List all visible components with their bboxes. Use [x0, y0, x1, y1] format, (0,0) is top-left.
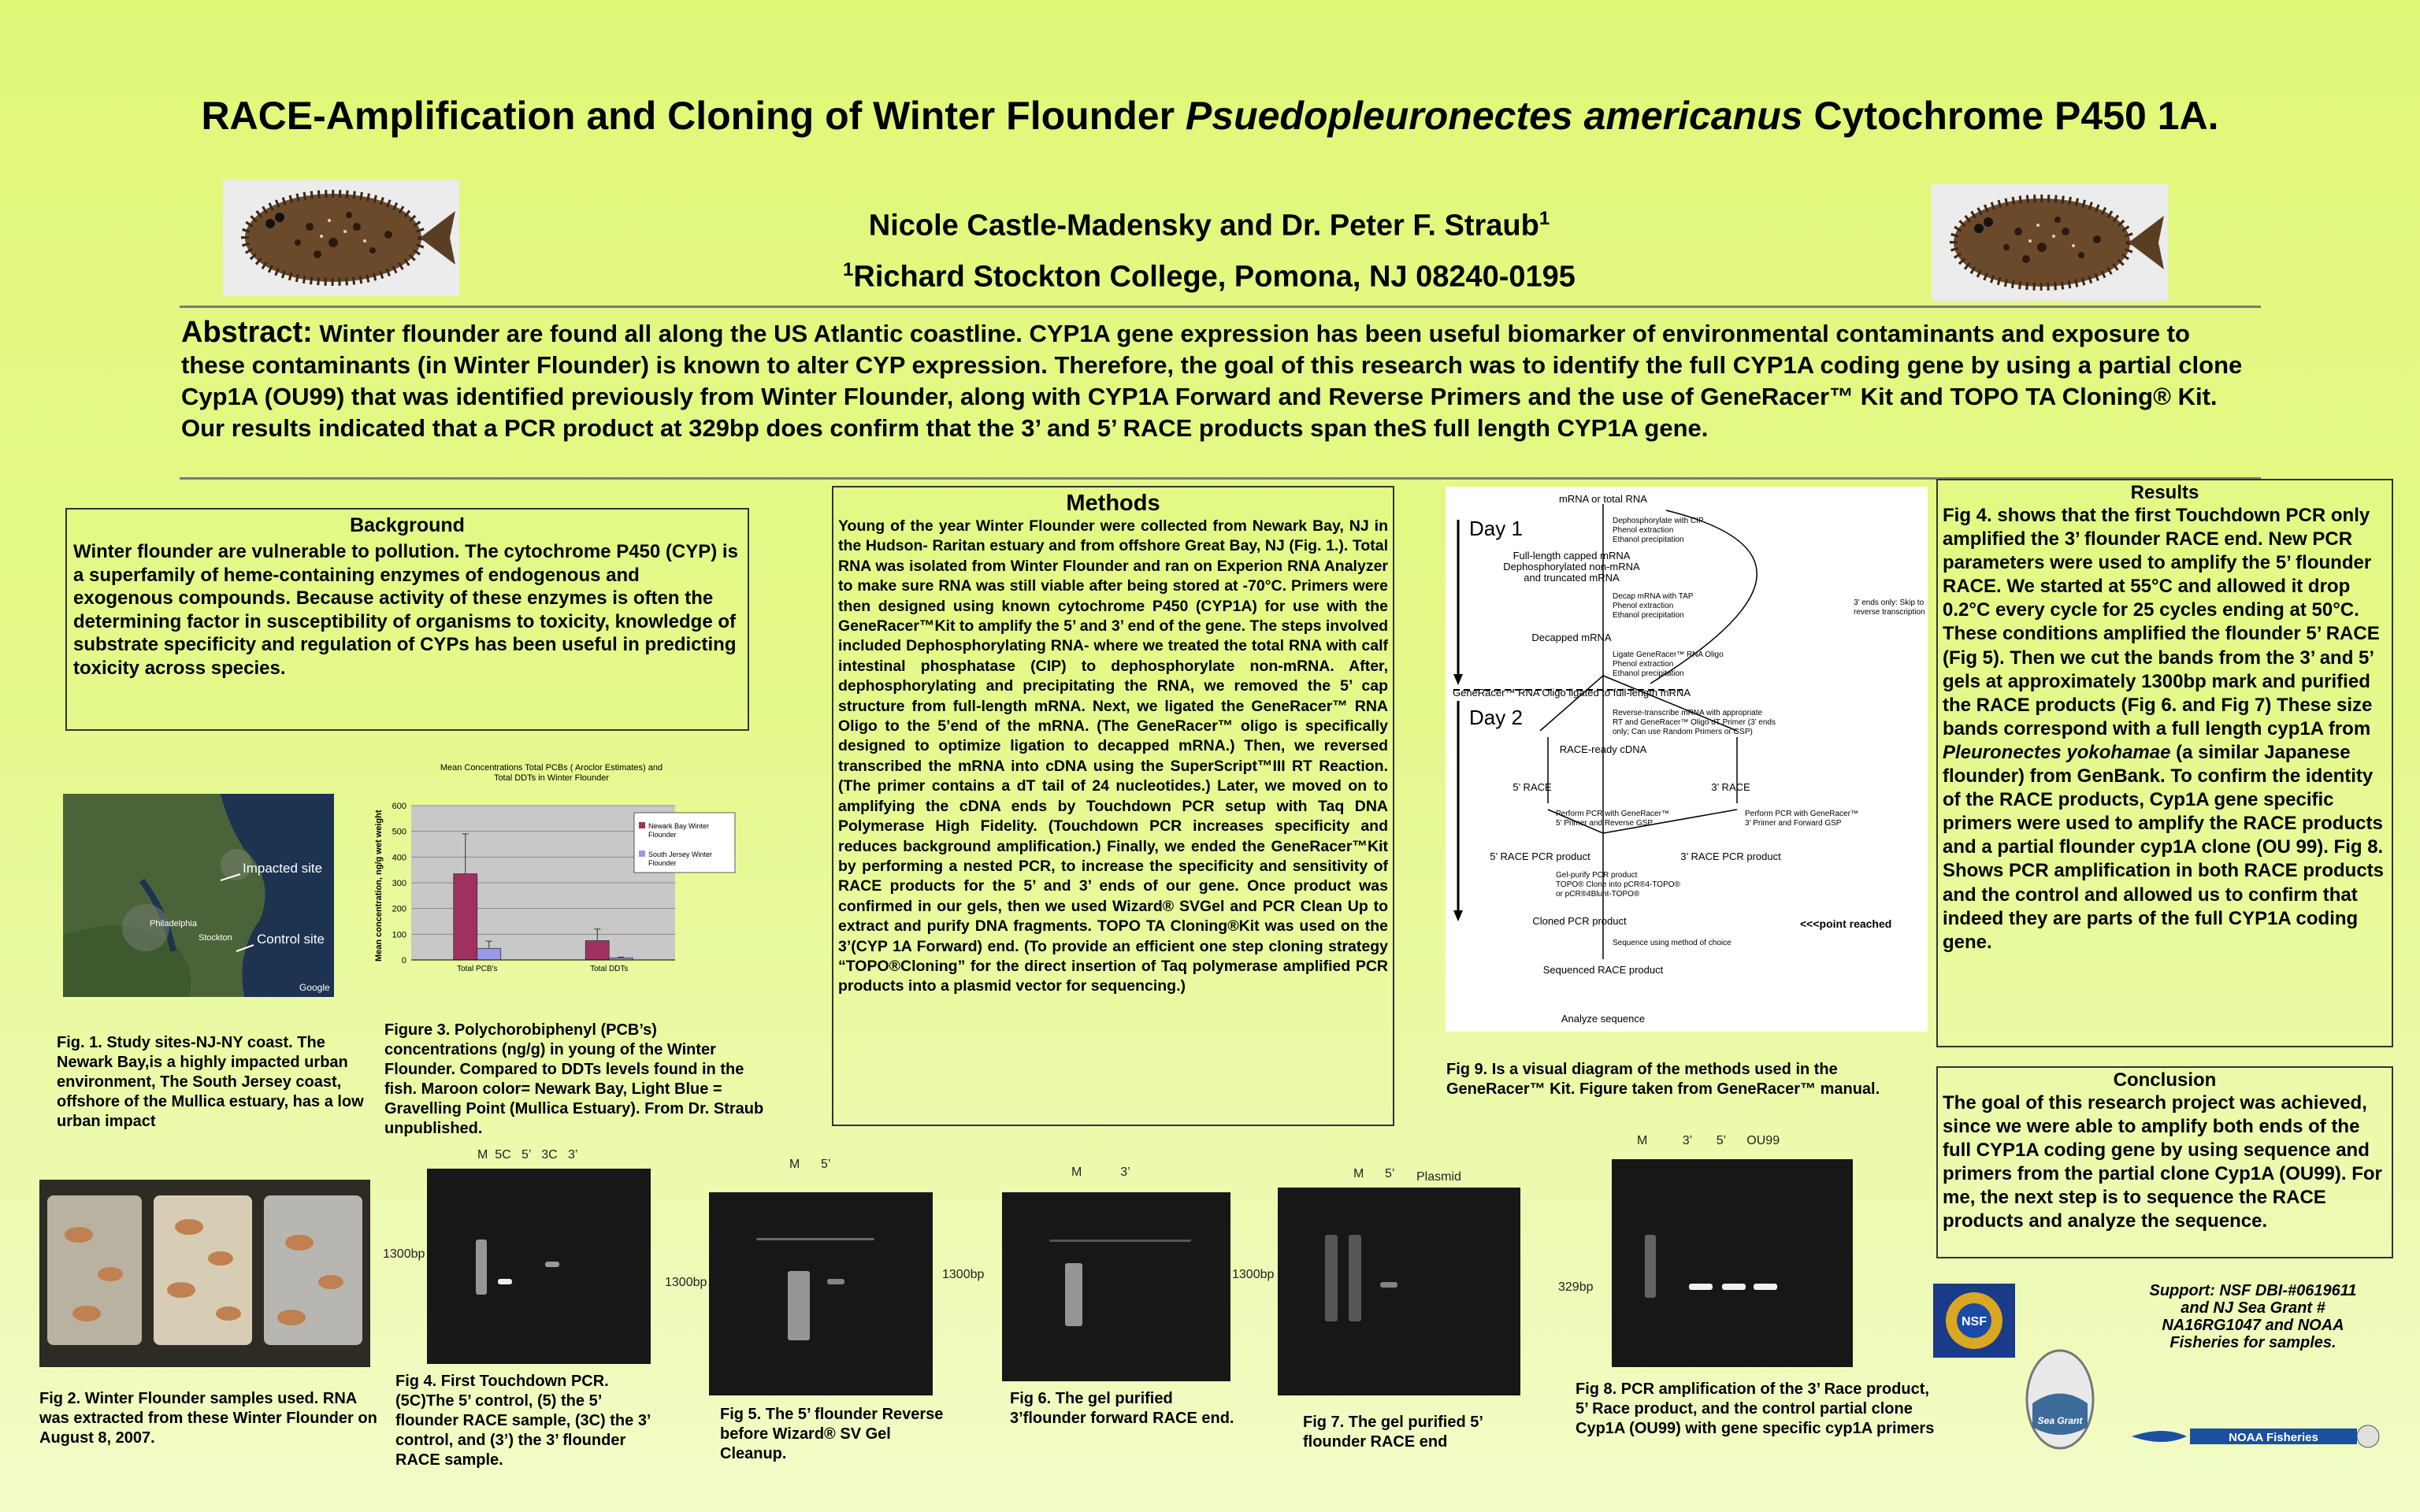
diagram-note: Phenol extraction	[1613, 660, 1674, 669]
diagram-step: Analyze sequence	[1561, 1013, 1646, 1025]
chart-title-line2: Total DDTs in Winter Flounder	[493, 773, 610, 783]
diagram-point-reached: <<<point reached	[1800, 917, 1892, 930]
diagram-side-note: reverse transcription	[1854, 608, 1925, 617]
day2-label: Day 2	[1469, 706, 1523, 729]
fig8-caption: Fig 8. PCR amplification of the 3’ Race product, 5’ Race product, and the control partial clone Cyp1A (OU99) with gene specific cyp1A primers	[1576, 1380, 1935, 1437]
authors-block	[473, 197, 1946, 298]
background-heading: Background	[350, 514, 465, 536]
noaa-logo-text: NOAA Fisheries	[2229, 1431, 2318, 1444]
gel8-size-marker: 329bp	[1558, 1280, 1594, 1294]
results-heading: Results	[2130, 482, 2199, 503]
chart-y-tick-label: 300	[392, 879, 406, 888]
results-text: Fig 4. shows that the first Touchdown PCR only amplified the 3’ flounder RACE end. New PCR parameters were used to amplify the 5’ flounder RACE. We started at 55°C and allowed it drop 0.2°C every cycle for 25 cycles ending at 50°C. These conditions amplified the flounder 5’ RACE (Fig 5). Then we cut the bands from the 3’ and 5’ gels at approximately 1300bp mark and purified the RACE products (Fig 6. and Fig 7) These size bands correspond with a full length cyp1A from Pleuronectes yokohamae (a similar Japanese flounder) from GenBank. To confirm the identity of the RACE products, Cyp1A gene specific primers were used to amplify the RACE products and a partial flounder cyp1A clone (OU 99). Fig 8. Shows PCR amplification in both RACE products and the control and allowed us to confirm that indeed they are parts of the full CYP1A coding gene.	[1943, 505, 2385, 953]
diagram-step: Dephosphorylated non-mRNA	[1503, 561, 1640, 573]
chart-y-axis-label: Mean concentration, ng/g wet weight	[374, 810, 384, 962]
conclusion-text: The goal of this research project was achieved, since we were able to amplify both ends of the full CYP1A coding gene by using sequence and primers from the partial clone Cyp1A (OU99). For me, the next step is to sequence the RACE products and analyze the sequence.	[1943, 1092, 2382, 1232]
diagram-note: TOPO® Clone into pCR®4-TOPO®	[1556, 880, 1680, 889]
map-label-control: Control site	[257, 932, 325, 947]
gel7-size-marker: 1300bp	[1232, 1268, 1275, 1281]
diagram-step: Full-length capped mRNA	[1512, 550, 1631, 561]
chart-x-tick-label: Total DDTs	[590, 965, 629, 973]
chart-bar	[585, 941, 609, 961]
diagram-note: Ligate GeneRacer™ RNA Oligo	[1613, 650, 1724, 659]
poster-title: RACE-Amplification and Cloning of Winter Flounder Psuedopleuronectes americanus Cytochrome P450 1A.	[201, 94, 2219, 138]
diagram-note: Gel-purify PCR product	[1556, 871, 1638, 880]
abstract: Abstract: Winter flounder are found all along the US Atlantic coastline. CYP1A gene expression has been useful biomarker of environmental contaminants and exposure to these contaminants (in Winter Flounder) is known to alter CYP expression. Therefore, the goal of this research was to identify the full CYP1A coding gene by using a partial clone Cyp1A (OU99) that was identified previously from Winter Flounder, along with CYP1A Forward and Reverse Primers and the use of GeneRacer™ Kit and TOPO TA Cloning® Kit. Our results indicated that a PCR product at 329bp does confirm that the 3’ and 5’ RACE products span theS full length CYP1A gene.	[181, 316, 2243, 442]
map-label-stockton: Stockton	[199, 933, 232, 943]
map-google-brand: Google	[299, 982, 330, 993]
fig5-caption: Fig 5. The 5’ flounder Reverse before Wizard® SV Gel Cleanup.	[720, 1406, 944, 1462]
sea-grant-logo	[2025, 1348, 2095, 1451]
pcb-ddt-bar-chart	[370, 761, 772, 997]
chart-x-tick-label: Total PCB's	[457, 965, 498, 973]
chart-bar	[454, 874, 477, 960]
conclusion-heading: Conclusion	[2113, 1069, 2217, 1091]
gel-fig6	[1002, 1192, 1230, 1381]
fig4-caption: Fig 4. First Touchdown PCR. (5C)The 5’ control, (5) the 5’ flounder RACE sample, (3C) the 3’ control, and (3’) the 3’ flounder RACE sample.	[395, 1373, 651, 1469]
diagram-note: 3’ Primer and Forward GSP	[1745, 819, 1842, 828]
diagram-note: Phenol extraction	[1613, 526, 1674, 535]
results-section	[1936, 479, 2393, 1047]
gel7-plasmid-label: Plasmid	[1416, 1170, 1461, 1184]
noaa-fisheries-logo	[2132, 1422, 2381, 1451]
sea-grant-logo-text: Sea Grant	[2037, 1415, 2083, 1426]
chart-y-tick-label: 500	[392, 827, 406, 837]
gel5-size-marker: 1300bp	[665, 1276, 707, 1289]
nsf-logo-text: NSF	[1962, 1315, 1987, 1329]
gel6-lane-labels: M 3’	[1071, 1166, 1130, 1179]
diagram-step: and truncated mRNA	[1524, 572, 1620, 584]
diagram-step: Sequenced RACE product	[1542, 964, 1664, 976]
gel4-lane-labels: M 5C 5’ 3C 3’	[477, 1148, 578, 1162]
fig6-caption: Fig 6. The gel purified 3’flounder forward RACE end.	[1010, 1390, 1234, 1427]
fig3-caption: Figure 3. Polychorobiphenyl (PCB’s) concentrations (ng/g) in young of the Winter Flounder. Compared to DDTs levels found in the fish. Maroon color= Newark Bay, Light Blue = Gravelling Point (Mullica Estuary). From Dr. Straub unpublished.	[384, 1021, 764, 1137]
chart-legend-swatch	[639, 850, 645, 857]
chart-y-tick-label: 200	[392, 904, 406, 914]
chart-y-tick-label: 400	[392, 853, 406, 863]
diagram-step: mRNA or total RNA	[1559, 493, 1647, 505]
gel5-lane-labels: M 5’	[789, 1158, 831, 1171]
gel4-size-marker: 1300bp	[383, 1247, 425, 1261]
map-label-philadelphia: Philadelphia	[150, 919, 197, 928]
chart-bar	[477, 948, 501, 960]
chart-legend-label: South Jersey Winter	[648, 850, 713, 858]
chart-legend-label: Newark Bay Winter	[648, 822, 710, 830]
map-label-impacted: Impacted site	[243, 861, 323, 876]
chart-legend-label: Flounder	[648, 859, 677, 867]
diagram-note: 5’ Primer and Reverse GSP	[1556, 819, 1654, 828]
chart-legend	[634, 813, 735, 873]
diagram-side-note: 3’ ends only: Skip to	[1854, 598, 1924, 607]
diagram-note: Sequence using method of choice	[1613, 939, 1731, 947]
flounder-photo-right	[1932, 184, 2168, 301]
diagram-step: GeneRacer™ RNA Oligo ligated to full-length mRNA	[1452, 687, 1691, 699]
gel-fig7	[1278, 1188, 1520, 1395]
diagram-note: Perform PCR with GeneRacer™	[1556, 810, 1669, 818]
chart-y-tick-label: 100	[392, 930, 406, 940]
diagram-note: only; Can use Random Primers or GSP)	[1613, 728, 1753, 736]
fig1-caption: Fig. 1. Study sites-NJ-NY coast. The Newark Bay,is a highly impacted urban environment, The South Jersey coast, offshore of the Mullica estuary, has a low urban impact	[57, 1034, 364, 1130]
generacer-workflow-diagram	[1446, 487, 1928, 1032]
chart-y-tick-label: 0	[401, 956, 406, 965]
fig2-caption: Fig 2. Winter Flounder samples used. RNA was extracted from these Winter Flounder on August 8, 2007.	[39, 1390, 377, 1447]
author-names: Nicole Castle-Madensky and Dr. Peter F. Straub$^1$	[868, 208, 1550, 243]
gel6-size-marker: 1300bp	[942, 1268, 985, 1281]
support-acknowledgement: Support: NSF DBI-#0619611 and NJ Sea Grant # NA16RG1047 and NOAA Fisheries for samples.	[2149, 1282, 2357, 1351]
methods-text: Young of the year Winter Flounder were collected from Newark Bay, NJ in the Hudson- Raritan estuary and from offshore Great Bay, NJ (Fig. 1.). Total RNA was isolated from Winter Flounder and ran on Experion RNA Analyzer to make sure RNA was still viable after being stored at -70°C. Primers were then designed using known cytochrome P450 (CYP1A) for use with the GeneRacer™Kit to amplify the 5’ and 3’ end of the gene. The steps involved included Dephosphorylating RNA- where we treated the total RNA with calf intestinal phosphatase (CIP) to dephosphorylate non-mRNA. After, dephosphorylating and precipitating the RNA, we removed the 5’ cap structure from full-length mRNA. Next, we ligated the GeneRacer™ RNA Oligo to the 5’end of the mRNA. (The GeneRacer™ oligo is specifically designed to optimize ligation to decapped mRNA.) Then, we reversed transcribed the mRNA into cDNA using the SuperScript™III RT Reaction. (The primer contains a dT tail of 24 nucleotides.) Later, we moved on to amplifying the cDNA ends by Touchdown PCR setup with Taq DNA Polymerase High Fidelity. (Touchdown PCR increases specificity and reduces background amplification.) Finally, we ended the GeneRacer™Kit by performing a nested PCR, to increase the specificity and sensitivity of RACE products for the 5’ and 3’ ends of our gene. Once product was confirmed in our gels, then we used Wizard® SVGel and PCR Clean Up to extract and purify DNA fragments. TOPO TA Cloning®Kit was used on the 3’(CYP 1A Forward) end. (To provide an efficient one step cloning strategy “TOPO®Cloning” for the direct insertion of Taq polymerase amplified PCR products into a plasmid vector for sequencing.)	[838, 517, 1388, 995]
diagram-note: RT and GeneRacer™ Oligo dT Primer (3’ ends	[1613, 718, 1776, 727]
diagram-note: Phenol extraction	[1613, 602, 1674, 610]
chart-legend-swatch	[639, 822, 645, 828]
gel7-lane-labels: M 5’	[1353, 1167, 1395, 1180]
fig9-caption: Fig 9. Is a visual diagram of the methods used in the GeneRacer™ Kit. Figure taken from GeneRacer™ manual.	[1446, 1061, 1880, 1098]
author-affiliation: $^1$Richard Stockton College, Pomona, NJ 08240-0195	[843, 258, 1576, 294]
background-text: Winter flounder are vulnerable to pollution. The cytochrome P450 (CYP) is a superfamily of heme-containing enzymes of endogenous and exogenous compounds. Because activity of these enzymes is often the determining factor in susceptibility of organisms to toxicity, knowledge of substrate specificity and regulation of CYPs has been useful in predicting toxicity across species.	[73, 541, 738, 679]
flounder-samples-photo	[39, 1180, 370, 1367]
chart-title-line1: Mean Concentrations Total PCBs ( Aroclor Estimates) and	[440, 763, 663, 773]
diagram-step: 5’ RACE PCR product	[1490, 850, 1590, 862]
gel-fig8	[1612, 1159, 1853, 1367]
nsf-logo	[1933, 1284, 2015, 1358]
diagram-note: Reverse-transcribe mRNA with appropriate	[1613, 709, 1763, 717]
diagram-note: Decap mRNA with TAP	[1613, 592, 1694, 601]
diagram-note: Ethanol precipitation	[1613, 669, 1684, 678]
diagram-step: Decapped mRNA	[1531, 632, 1612, 643]
background-section	[65, 508, 749, 731]
diagram-step: 3’ RACE	[1711, 781, 1750, 793]
gel-fig5	[709, 1192, 933, 1395]
diagram-step: RACE-ready cDNA	[1559, 743, 1647, 755]
diagram-note: Dephosphorylate with CIP	[1613, 517, 1704, 525]
fig7-caption: Fig 7. The gel purified 5’ flounder RACE end	[1303, 1414, 1483, 1451]
diagram-step: Cloned PCR product	[1532, 915, 1627, 927]
divider-top	[180, 306, 2261, 308]
diagram-note: or pCR®4Blunt-TOPO®	[1556, 890, 1640, 899]
diagram-note: Ethanol precipitation	[1613, 611, 1684, 620]
conclusion-section	[1936, 1066, 2393, 1258]
chart-y-tick-label: 600	[392, 802, 406, 811]
gel8-lane-labels: M 3’ 5’ OU99	[1637, 1134, 1780, 1147]
gel-fig4	[427, 1169, 651, 1364]
diagram-step: 5’ RACE	[1512, 781, 1552, 793]
diagram-step: 3’ RACE PCR product	[1680, 850, 1781, 862]
diagram-note: Ethanol precipitation	[1613, 536, 1684, 544]
study-sites-map	[63, 794, 334, 997]
methods-section	[832, 486, 1394, 1126]
chart-legend-label: Flounder	[648, 831, 677, 839]
methods-heading: Methods	[1066, 491, 1160, 516]
day1-label: Day 1	[1469, 517, 1523, 540]
diagram-note: Perform PCR with GeneRacer™	[1745, 810, 1858, 818]
flounder-photo-left	[223, 180, 459, 296]
